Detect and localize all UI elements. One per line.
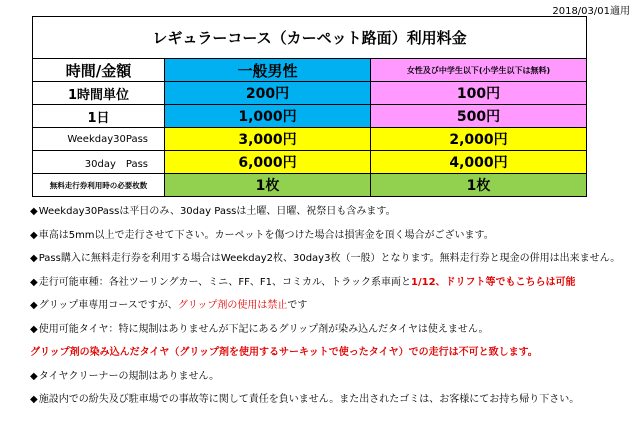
header-male: 一般男性 <box>165 59 371 82</box>
table-row <box>33 82 587 105</box>
note-text: グリップ車専用コースですが、 <box>38 300 178 311</box>
note-warning <box>30 347 630 359</box>
note-text: 車高は5mm以上で走行させて下さい。カーペットを傷つけた場合は損害金を頂く場合がございます。 <box>38 229 494 241</box>
note-text: 使用可能タイヤ：特に規制はありませんが下記にあるグリップ剤が染み込んだタイヤは使えません。 <box>38 323 489 335</box>
note-item <box>30 371 630 383</box>
male-price: 200円 <box>165 82 371 105</box>
male-price: 3,000円 <box>165 128 371 151</box>
notes-list <box>30 206 630 418</box>
row-label: 1日 <box>33 105 165 128</box>
note-item <box>30 277 630 289</box>
note-item <box>30 253 630 265</box>
male-ticket-count: 1枚 <box>165 174 371 197</box>
note-text: Pass購入に無料走行券を利用する場合はWeekday2枚、30day3枚（一般）となります。無料走行券と現金の併用は出来ません。 <box>38 253 621 264</box>
diamond-bullet-icon: ◆ <box>30 253 38 264</box>
header-label: 時間/金額 <box>33 59 165 82</box>
diamond-bullet-icon: ◆ <box>30 206 38 217</box>
note-text: 施設内での紛失及び駐車場での事故等に関して責任を負いません。また出されたゴミは、お客様にてお持ち帰り下さい。 <box>38 394 580 405</box>
note-emphasis: グリップ剤の使用は禁止 <box>177 300 288 311</box>
note-item <box>30 230 630 242</box>
note-item <box>30 324 630 336</box>
diamond-bullet-icon: ◆ <box>30 323 38 335</box>
table-header-row <box>33 59 587 82</box>
male-price: 1,000円 <box>165 105 371 128</box>
table-row <box>33 128 587 151</box>
row-label: 1時間単位 <box>33 82 165 105</box>
note-text: Weekday30Passは平日のみ、30day Passは土曜、日曜、祝祭日も含みます。 <box>38 206 396 217</box>
note-item <box>30 206 630 218</box>
female-price: 100円 <box>371 82 587 105</box>
male-price: 6,000円 <box>165 151 371 174</box>
effective-date: 2018/03/01適用 <box>552 6 630 17</box>
row-label: 無料走行券利用時の必要枚数 <box>33 174 165 197</box>
female-price: 500円 <box>371 105 587 128</box>
row-label: 30day Pass <box>33 151 165 174</box>
note-text: です <box>287 300 308 311</box>
table-title-row <box>33 17 587 59</box>
note-emphasis: 1/12、ドリフト等でもこちらは可能 <box>411 276 576 288</box>
table-row <box>33 174 587 197</box>
row-label: Weekday30Pass <box>33 128 165 151</box>
diamond-bullet-icon: ◆ <box>30 394 38 405</box>
diamond-bullet-icon: ◆ <box>30 370 38 382</box>
table-row <box>33 105 587 128</box>
female-price: 4,000円 <box>371 151 587 174</box>
female-ticket-count: 1枚 <box>371 174 587 197</box>
diamond-bullet-icon: ◆ <box>30 276 38 288</box>
female-price: 2,000円 <box>371 128 587 151</box>
note-text: グリップ剤の染み込んだタイヤ（グリップ剤を使用するサーキットで使ったタイヤ）での走行は不可と致します。 <box>30 347 538 358</box>
header-female: 女性及び中学生以下(小学生以下は無料) <box>371 59 587 82</box>
note-item <box>30 394 630 406</box>
note-item <box>30 300 630 312</box>
table-row <box>33 151 587 174</box>
table-title: レギュラーコース（カーペット路面）利用料金 <box>33 17 587 59</box>
note-text: 走行可能車種：各社ツーリングカー、ミニ、FF、F1、コミカル、トラック系車両と <box>38 276 412 288</box>
diamond-bullet-icon: ◆ <box>30 229 38 241</box>
price-table <box>32 16 587 197</box>
diamond-bullet-icon: ◆ <box>30 300 38 311</box>
note-text: タイヤクリーナーの規制はありません。 <box>38 370 220 382</box>
